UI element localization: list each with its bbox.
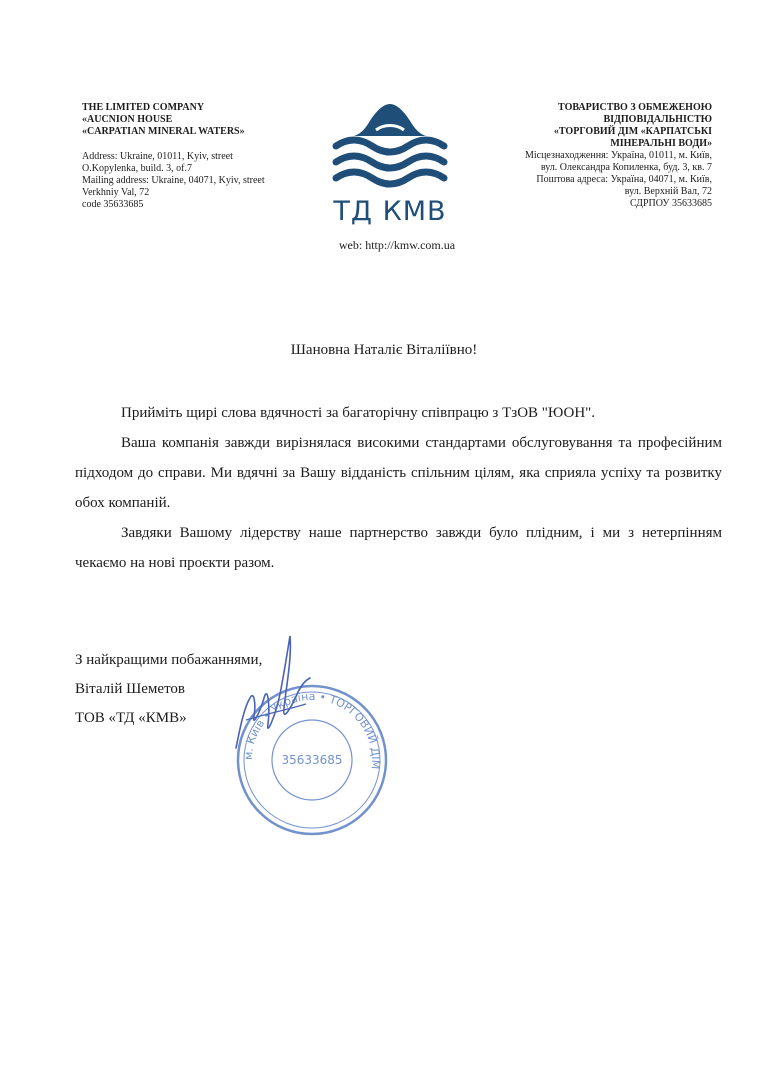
mailing-en-1: Mailing address: Ukraine, 04071, Kyiv, street — [82, 175, 265, 186]
company-type-ua-1: ТОВАРИСТВО З ОБМЕЖЕНОЮ — [558, 102, 712, 113]
code-ua: СДРПОУ 35633685 — [629, 198, 712, 209]
signature-icon — [226, 628, 316, 768]
company-name-ua-1: «ТОРГОВИЙ ДІМ «КАРПАТСЬКІ — [553, 126, 712, 137]
mailing-ua-1: Поштова адреса: Україна, 04071, м. Київ, — [536, 174, 712, 185]
address-ua-2: вул. Олександра Копиленка, буд. 3, кв. 7 — [540, 162, 712, 173]
code-en: code 35633685 — [82, 199, 144, 210]
address-en-1: Address: Ukraine, 01011, Kyiv, street — [82, 151, 233, 162]
company-name-en-2: «CARPATIAN MINERAL WATERS» — [82, 126, 245, 137]
logo-text: ТД КМВ — [333, 196, 447, 227]
company-type-en: THE LIMITED COMPANY — [82, 102, 205, 113]
paragraph-1: Прийміть щирі слова вдячності за багаторічну співпрацю з ТзОВ "ЮОН". — [121, 405, 596, 421]
paragraph-2: Ваша компанія завжди вирізнялася високими стандартами обслуговування та професійним підходом до справи. Ми вдячні за Вашу відданість спільним цілям, яка сприяла успіху та розвитку обох компаній. — [75, 435, 722, 511]
address-ua-1: Місцезнаходження: Україна, 01011, м. Київ, — [524, 150, 712, 161]
letter-body — [75, 398, 722, 578]
company-name-en-1: «AUCNION HOUSE — [82, 114, 173, 125]
address-en-2: O.Kopylenka, build. 3, of.7 — [82, 163, 192, 174]
signer-name: Віталій Шеметов — [75, 681, 186, 697]
salutation: Шановна Наталіє Віталіївно! — [290, 342, 478, 358]
company-name-ua-2: МІНЕРАЛЬНІ ВОДИ» — [610, 138, 712, 149]
company-logo — [330, 100, 450, 232]
mailing-en-2: Verkhniy Val, 72 — [82, 187, 150, 198]
stamp-center-text: 35633685 — [281, 753, 343, 767]
mountain-waves-icon — [330, 100, 450, 196]
header-right-ukrainian — [452, 102, 712, 210]
handwritten-signature — [226, 628, 316, 768]
mailing-ua-2: вул. Верхній Вал, 72 — [624, 186, 712, 197]
signer-company: ТОВ «ТД «КМВ» — [75, 710, 187, 726]
website-link[interactable]: web: http://kmw.com.ua — [338, 238, 456, 252]
header-left-english — [82, 102, 312, 211]
company-type-ua-2: ВІДПОВІДАЛЬНІСТЮ — [603, 114, 712, 125]
stamp-outer-text: м. Київ • Україна • ТОРГОВИЙ ДІМ — [241, 689, 383, 770]
paragraph-3: Завдяки Вашому лідерству наше партнерство завжди було плідним, і ми з нетерпінням чекаємо на нові проєкти разом. — [75, 525, 722, 571]
closing-phrase: З найкращими побажаннями, — [75, 652, 263, 668]
